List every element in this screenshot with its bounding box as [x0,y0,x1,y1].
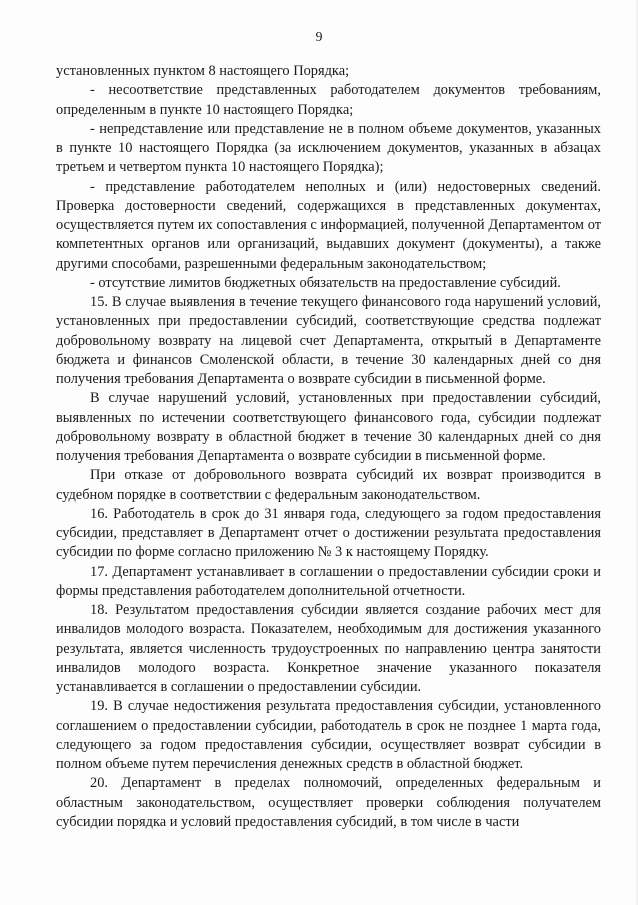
paragraph-no-limits: - отсутствие лимитов бюджетных обязательств на предоставление субсидий. [90,274,561,291]
page-number: 9 [315,30,323,45]
document-body [56,62,601,832]
paragraph-item-15: 15. В случае выявления в течение текущего финансового года нарушений условий, установленных при предоставлении субсидий, соответствующие средства подлежат добровольному возврату на лицевой счет Департамента, открытый в Департаменте бюджета и финансов Смоленской области, в течение 30 календарных дней со дня получения требования Департамента о возврате субсидии в письменной форме. [56,294,601,387]
paragraph-item-19: 19. В случае недостижения результата предоставления субсидии, установленного соглашением о предоставлении субсидии, работодатель в срок не позднее 1 марта года, следующего за годом предоставления субсидии, осуществляет возврат субсидии в полном объеме путем перечисления денежных средств в областной бюджет. [56,698,601,772]
paragraph-refusal-return: При отказе от добровольного возврата субсидий их возврат производится в судебном порядке в соответствии с федеральным законодательством. [56,467,601,503]
paragraph-noncompliance: - несоответствие представленных работодателем документов требованиям, определенным в пункте 10 настоящего Порядка; [56,82,601,118]
paragraph-continuation: установленных пунктом 8 настоящего Порядка; [56,63,350,79]
paragraph-violations-after-year: В случае нарушений условий, установленных при предоставлении субсидий, выявленных по истечении соответствующего финансового года, субсидии подлежат добровольному возврату в областной бюджет в течение 30 календарных дней со дня получения требования Департамента о возврате субсидии в письменной форме. [56,390,601,464]
paragraph-item-20: 20. Департамент в пределах полномочий, определенных федеральным и областным законодательством, осуществляет проверки соблюдения получателем субсидии порядка и условий предоставления субсидий, в том числе в части [56,775,601,830]
paragraph-incomplete-data: - представление работодателем неполных и (или) недостоверных сведений. Проверка достоверности сведений, содержащихся в представленных документах, осуществляется путем их сопоставления с информацией, полученной Департаментом от компетентных органов или организаций, выдавших документ (документы), а также другими способами, разрешенными федеральным законодательством; [56,178,601,272]
paragraph-nonsubmission: - непредставление или представление не в полном объеме документов, указанных в пункте 10 настоящего Порядка (за исключением документов, указанных в абзацах третьем и четвертом пункта 10 настоящего Порядка); [56,120,601,176]
paragraph-item-18: 18. Результатом предоставления субсидии является создание рабочих мест для инвалидов молодого возраста. Показателем, необходимым для достижения указанного результата, является численность трудоустроенных по направлению центра занятости инвалидов молодого возраста. Конкретное значение указанного показателя устанавливается в соглашении о предоставлении субсидии. [56,602,601,695]
paragraph-item-17: 17. Департамент устанавливает в соглашении о предоставлении субсидии сроки и формы представления работодателем дополнительной отчетности. [56,563,601,599]
paragraph-item-16: 16. Работодатель в срок до 31 января года, следующего за годом предоставления субсидии, представляет в Департамент отчет о достижении результата предоставления субсидии по форме согласно приложению № 3 к настоящему Порядку. [56,505,601,561]
